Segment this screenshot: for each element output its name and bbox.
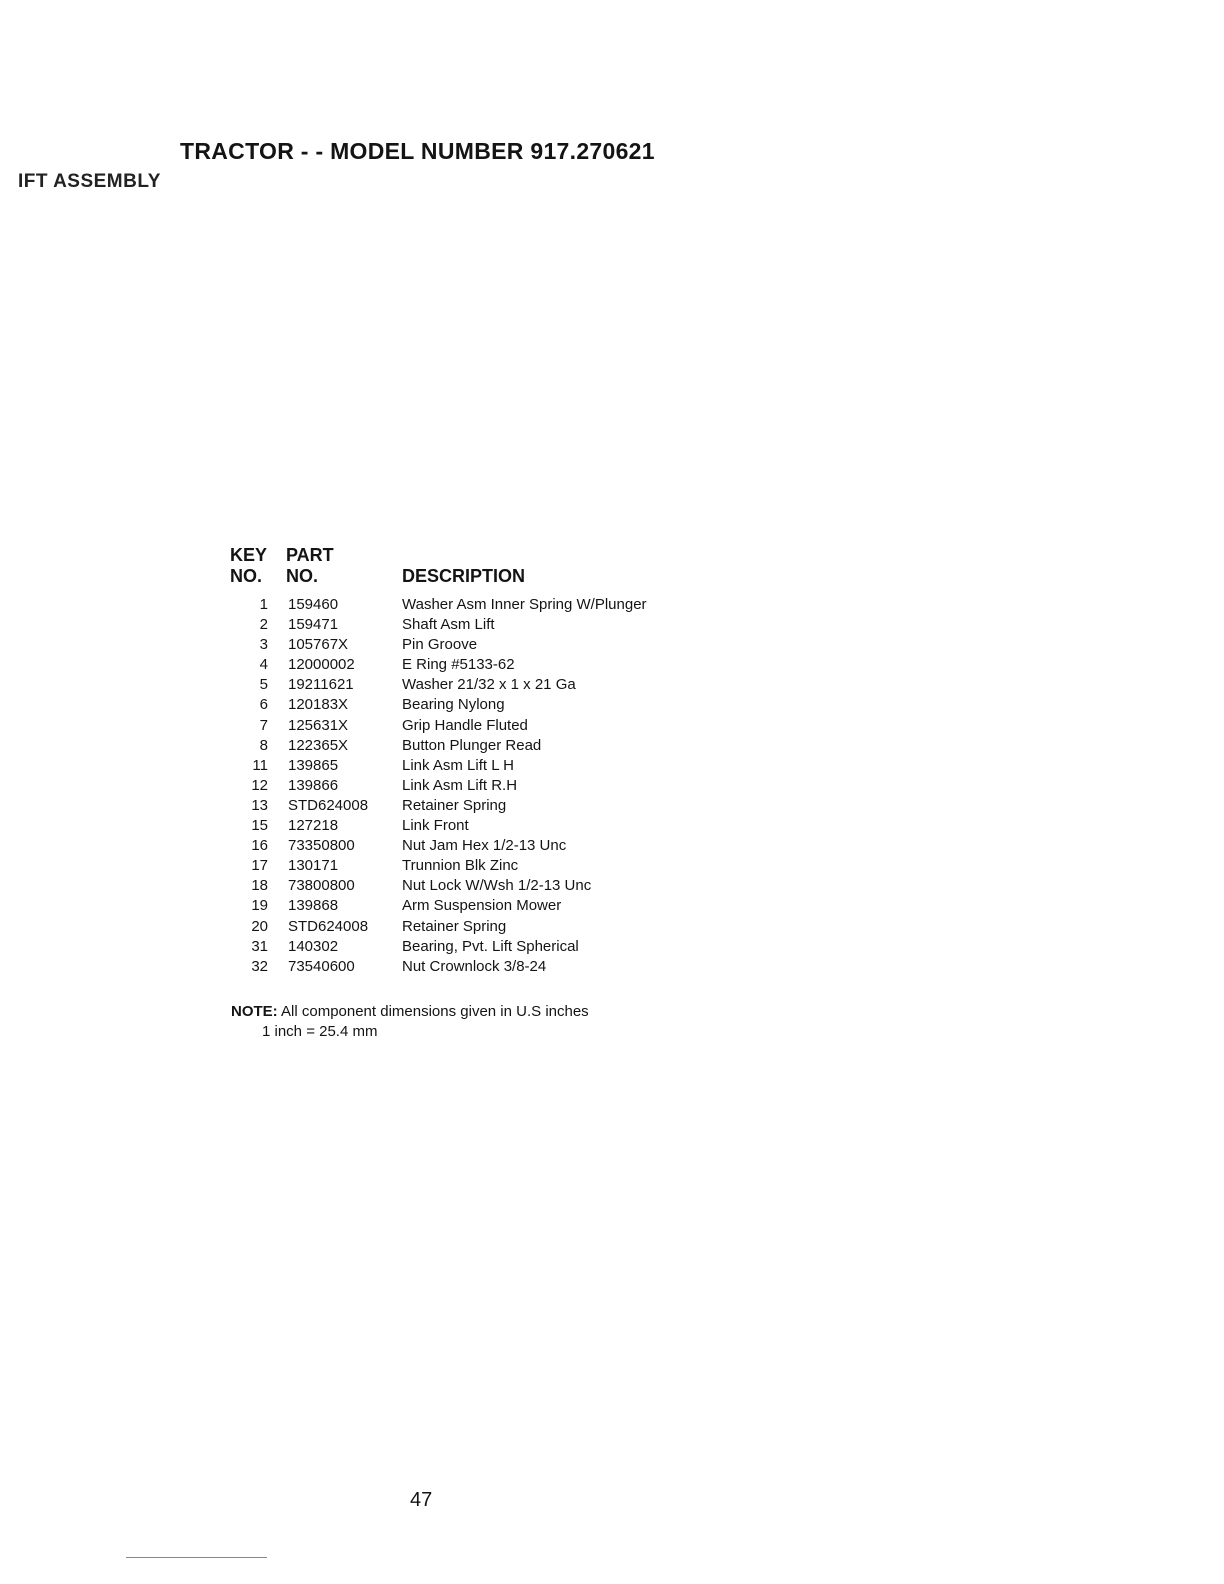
key-number: 7 xyxy=(259,716,268,734)
part-number: 140302 xyxy=(288,937,339,955)
key-header-line2: NO. xyxy=(230,566,263,586)
part-header-line1: PART xyxy=(286,545,334,565)
part-description: Bearing Nylong xyxy=(402,696,505,714)
key-number: 20 xyxy=(251,917,268,935)
part-number: STD624008 xyxy=(288,917,369,935)
table-row xyxy=(230,918,690,938)
key-number: 6 xyxy=(259,696,268,714)
part-number: 139866 xyxy=(288,776,339,794)
table-row xyxy=(230,757,690,777)
parts-rows xyxy=(230,596,690,978)
part-number: 139868 xyxy=(288,897,339,915)
part-number: 130171 xyxy=(288,857,339,875)
table-row xyxy=(230,958,690,978)
table-row xyxy=(230,938,690,958)
table-row xyxy=(230,817,690,837)
note-label: NOTE: xyxy=(231,1003,278,1020)
part-description: Retainer Spring xyxy=(402,917,507,935)
part-description: Bearing, Pvt. Lift Spherical xyxy=(402,937,579,955)
part-number: 73540600 xyxy=(288,957,355,975)
part-number: 73800800 xyxy=(288,877,355,895)
part-number: 105767X xyxy=(288,636,349,654)
part-description: Link Front xyxy=(402,817,469,835)
part-number: 19211621 xyxy=(288,676,354,694)
part-description: E Ring #5133-62 xyxy=(402,656,515,674)
table-row xyxy=(230,737,690,757)
part-description: Nut Crownlock 3/8-24 xyxy=(402,957,547,975)
key-number: 11 xyxy=(252,756,268,774)
unit-conversion: 1 inch = 25.4 mm xyxy=(262,1023,378,1040)
part-description: Washer 21/32 x 1 x 21 Ga xyxy=(402,676,576,694)
table-row xyxy=(230,596,690,616)
key-number: 1 xyxy=(259,596,268,613)
key-number: 2 xyxy=(259,616,268,634)
part-description: Button Plunger Read xyxy=(402,736,542,754)
table-row xyxy=(230,616,690,636)
key-number: 18 xyxy=(251,877,268,895)
part-number: 12000002 xyxy=(288,656,355,674)
table-row xyxy=(230,676,690,696)
part-description: Shaft Asm Lift xyxy=(402,616,495,634)
part-description: Pin Groove xyxy=(402,636,478,654)
key-number: 4 xyxy=(259,656,268,674)
part-number: 159471 xyxy=(288,616,339,634)
page-title: TRACTOR - - MODEL NUMBER 917.270621 xyxy=(180,138,655,164)
key-number: 17 xyxy=(251,857,268,875)
key-number: 3 xyxy=(259,636,268,654)
key-number: 19 xyxy=(251,897,268,915)
part-description: Link Asm Lift L H xyxy=(402,756,514,774)
table-row xyxy=(230,696,690,716)
part-number: 139865 xyxy=(288,756,339,774)
table-row xyxy=(230,777,690,797)
part-description: Trunnion Blk Zinc xyxy=(402,857,519,875)
table-row xyxy=(230,837,690,857)
footer-rule xyxy=(126,1557,267,1558)
part-number: 127218 xyxy=(288,817,339,835)
table-row xyxy=(230,857,690,877)
key-header-line1: KEY xyxy=(230,545,268,565)
key-number: 12 xyxy=(251,776,268,794)
part-number: 125631X xyxy=(288,716,349,734)
part-number: 73350800 xyxy=(288,837,355,855)
key-number: 8 xyxy=(259,736,268,754)
key-number: 15 xyxy=(251,817,268,835)
description-header: DESCRIPTION xyxy=(402,566,526,586)
page-number: 47 xyxy=(410,1489,433,1511)
key-number: 32 xyxy=(251,957,268,975)
table-row xyxy=(230,797,690,817)
table-row xyxy=(230,897,690,917)
part-description: Nut Lock W/Wsh 1/2-13 Unc xyxy=(402,877,592,895)
table-row xyxy=(230,636,690,656)
part-number: STD624008 xyxy=(288,796,369,814)
part-description: Arm Suspension Mower xyxy=(402,897,562,915)
part-number: 122365X xyxy=(288,736,349,754)
part-description: Grip Handle Fluted xyxy=(402,716,528,734)
part-number: 120183X xyxy=(288,696,349,714)
table-row xyxy=(230,656,690,676)
part-description: Washer Asm Inner Spring W/Plunger xyxy=(402,596,647,613)
note-text: All component dimensions given in U.S inches xyxy=(281,1003,589,1020)
key-number: 16 xyxy=(251,837,268,855)
part-description: Link Asm Lift R.H xyxy=(402,776,518,794)
part-description: Nut Jam Hex 1/2-13 Unc xyxy=(402,837,567,855)
key-number: 13 xyxy=(251,796,268,814)
part-header-line2: NO. xyxy=(286,566,319,586)
table-row xyxy=(230,877,690,897)
part-number: 159460 xyxy=(288,596,339,613)
key-number: 5 xyxy=(259,676,268,694)
key-number: 31 xyxy=(251,937,268,955)
section-subtitle: IFT ASSEMBLY xyxy=(18,171,161,192)
part-description: Retainer Spring xyxy=(402,796,507,814)
table-row xyxy=(230,717,690,737)
note xyxy=(231,1003,589,1020)
